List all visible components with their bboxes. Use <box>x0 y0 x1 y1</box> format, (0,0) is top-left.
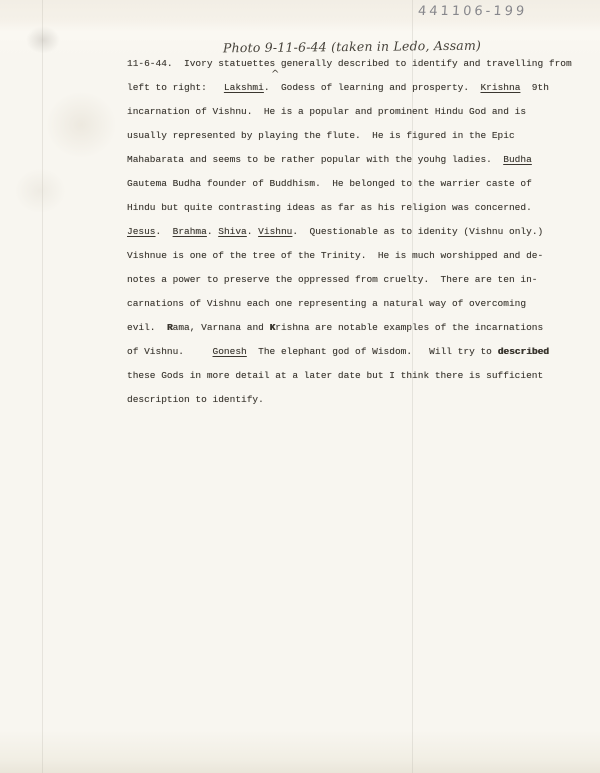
typed-line-8 <box>127 220 572 244</box>
text-segment: . <box>246 226 259 237</box>
typed-line-7: Hindu but quite contrasting ideas as far as his religion was concerned. <box>127 202 532 213</box>
page-ref-number: 441106-199 <box>417 4 528 19</box>
text-segment: evil. <box>127 322 167 333</box>
term-vishnu: Vishnu <box>258 226 293 237</box>
typed-line-12 <box>127 316 572 340</box>
overstruck-letter: R <box>166 322 173 333</box>
text-segment: . Godess of learning and prosperty. <box>263 82 481 93</box>
overstruck-letter: K <box>269 322 276 333</box>
paper-stain <box>14 168 66 214</box>
text-segment: of Vishnu. <box>127 346 213 357</box>
text-segment: rishna are notable examples of the incarnations <box>275 322 544 333</box>
paper-stain <box>46 92 116 158</box>
typed-line-1: 11-6-44. Ivory statuettes generally described to identify and travelling from <box>127 58 572 69</box>
term-brahma: Brahma <box>172 226 207 237</box>
term-krishna: Krishna <box>480 82 521 93</box>
paper-crease-left <box>42 0 43 773</box>
text-segment: Mahabarata and seems to be rather popular with the youhg ladies. <box>127 154 504 165</box>
insertion-caret-mark: ^ <box>271 69 280 80</box>
typed-line-4: usually represented by playing the flute. He is figured in the Epic <box>127 130 515 141</box>
text-segment: The elephant god of Wisdom. Will try to <box>246 346 498 357</box>
text-segment: . Questionable as to idenity (Vishnu only.) <box>292 226 544 237</box>
term-lakshmi: Lakshmi <box>223 82 264 93</box>
typed-line-3: incarnation of Vishnu. He is a popular and prominent Hindu God and is <box>127 106 527 117</box>
term-jesus: Jesus <box>127 226 156 237</box>
typed-line-13 <box>127 340 572 364</box>
typed-text-block <box>127 52 572 412</box>
term-shiva: Shiva <box>218 226 247 237</box>
term-gonesh: Gonesh <box>212 346 247 357</box>
typed-line-6: Gautema Budha founder of Buddhism. He belonged to the warrier caste of <box>127 178 532 189</box>
term-budha: Budha <box>503 154 532 165</box>
typed-line-2 <box>127 76 572 100</box>
overstruck-word: described <box>497 346 549 357</box>
text-segment: . <box>206 226 219 237</box>
typed-line-5 <box>127 148 572 172</box>
text-segment: . <box>155 226 173 237</box>
typed-line-14: these Gods in more detail at a later date but I think there is sufficient <box>127 370 544 381</box>
text-segment: left to right: <box>127 82 224 93</box>
text-segment: ama, Varnana and <box>172 322 270 333</box>
paper-stain <box>26 26 60 54</box>
typed-line-15: description to identify. <box>127 394 264 405</box>
handwritten-photo-annotation: Photo 9-11-6-44 (taken in Ledo, Assam) <box>222 37 482 56</box>
typed-line-11: carnations of Vishnu each one representing a natural way of overcoming <box>127 298 527 309</box>
typed-line-9: Vishnue is one of the tree of the Trinity. He is much worshipped and de- <box>127 250 544 261</box>
text-segment: 9th <box>520 82 549 93</box>
typed-line-10: notes a power to preserve the oppressed from cruelty. There are ten in- <box>127 274 538 285</box>
